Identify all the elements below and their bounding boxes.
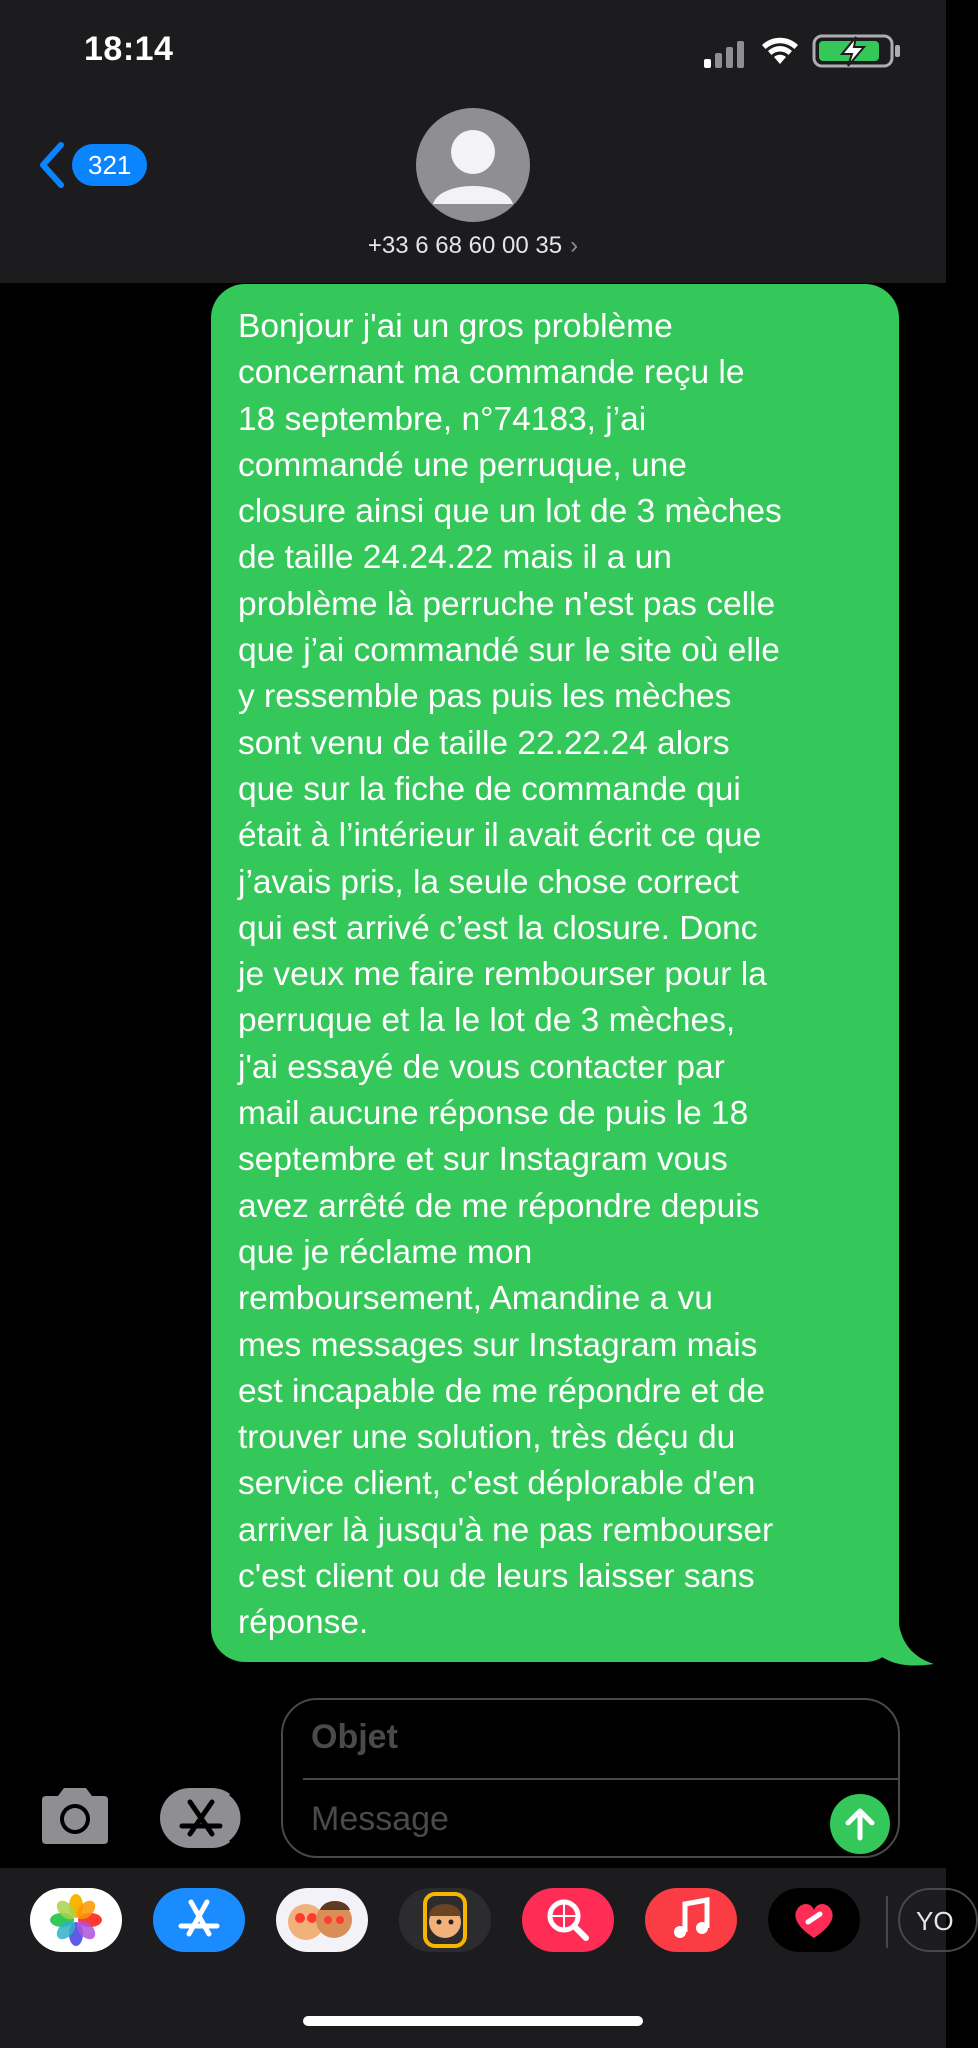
search-images-app[interactable] (522, 1888, 614, 1952)
memoji-app[interactable] (399, 1888, 491, 1952)
contact-name[interactable] (0, 232, 946, 260)
memoji-stickers-app[interactable] (276, 1888, 368, 1952)
music-icon (663, 1892, 719, 1948)
cellular-signal-icon (704, 40, 744, 68)
camera-icon (36, 1786, 114, 1846)
app-store-icon (171, 1892, 227, 1948)
home-indicator[interactable] (303, 2016, 643, 2026)
photos-icon (48, 1892, 104, 1948)
status-time: 18:14 (84, 30, 174, 68)
app-store-button[interactable] (160, 1788, 242, 1848)
music-app[interactable] (645, 1888, 737, 1952)
sent-message-bubble[interactable] (211, 284, 899, 1662)
message-text: Bonjour j'ai un gros problème concernant ma commande reçu le 18 septembre, n°74183, j’ai commandé une perruque, une closure ainsi que un lot de 3 mèches de taille 24.24.22 mais il a un problème là perruche n'est pas celle que j’ai commandé sur le site où elle y ressemble pas puis les mèches sont venu de taille 22.22.24 alors que sur la fiche de commande qui était à l’intérieur il avait écrit ce que j’avais pris, la seule chose correct qui est arrivé c’est la closure. Donc je veux me faire rembourser pour la perruque et la le lot de 3 mèches, j'ai essayé de vous contacter par mail aucune réponse de puis le 18 septembre et sur Instagram vous avez arrêté de me répondre depuis que je réclame mon remboursement, Amandine a vu mes messages sur Instagram mais est incapable de me répondre et de trouver une solution, très déçu du service client, c'est déplorable d'en arriver là jusqu'à ne pas rembourser c'est client ou de leurs laisser sans réponse. (238, 308, 782, 1642)
memoji-icon (276, 1888, 368, 1952)
send-button[interactable] (830, 1794, 890, 1854)
bubble-tail (878, 1612, 934, 1668)
status-icons (642, 34, 902, 68)
unread-count-badge: 321 (72, 144, 147, 186)
compose-divider (303, 1778, 898, 1780)
conversation-header (0, 0, 946, 283)
memoji-icon (399, 1888, 491, 1952)
wifi-icon (760, 36, 800, 66)
battery-charging-icon (812, 34, 902, 68)
digital-touch-app[interactable] (768, 1888, 860, 1952)
chevron-left-icon (36, 141, 66, 189)
app-store-app[interactable] (153, 1888, 245, 1952)
person-icon (416, 108, 530, 222)
app-store-icon (160, 1788, 242, 1848)
dock-separator (886, 1896, 888, 1948)
heart-icon (786, 1892, 842, 1948)
more-apps-peek[interactable]: YO (898, 1888, 978, 1952)
contact-avatar[interactable] (416, 108, 530, 222)
back-button[interactable] (36, 140, 147, 190)
contact-number: +33 6 68 60 00 35 (367, 232, 563, 259)
message-field[interactable]: Message (311, 1800, 449, 1838)
search-globe-icon (540, 1892, 596, 1948)
send-arrow-icon (843, 1806, 877, 1842)
compose-box[interactable] (281, 1698, 900, 1858)
subject-field[interactable]: Objet (311, 1718, 398, 1756)
camera-button[interactable] (36, 1786, 114, 1846)
photos-app[interactable] (30, 1888, 122, 1952)
chevron-right-icon: › (570, 232, 579, 259)
